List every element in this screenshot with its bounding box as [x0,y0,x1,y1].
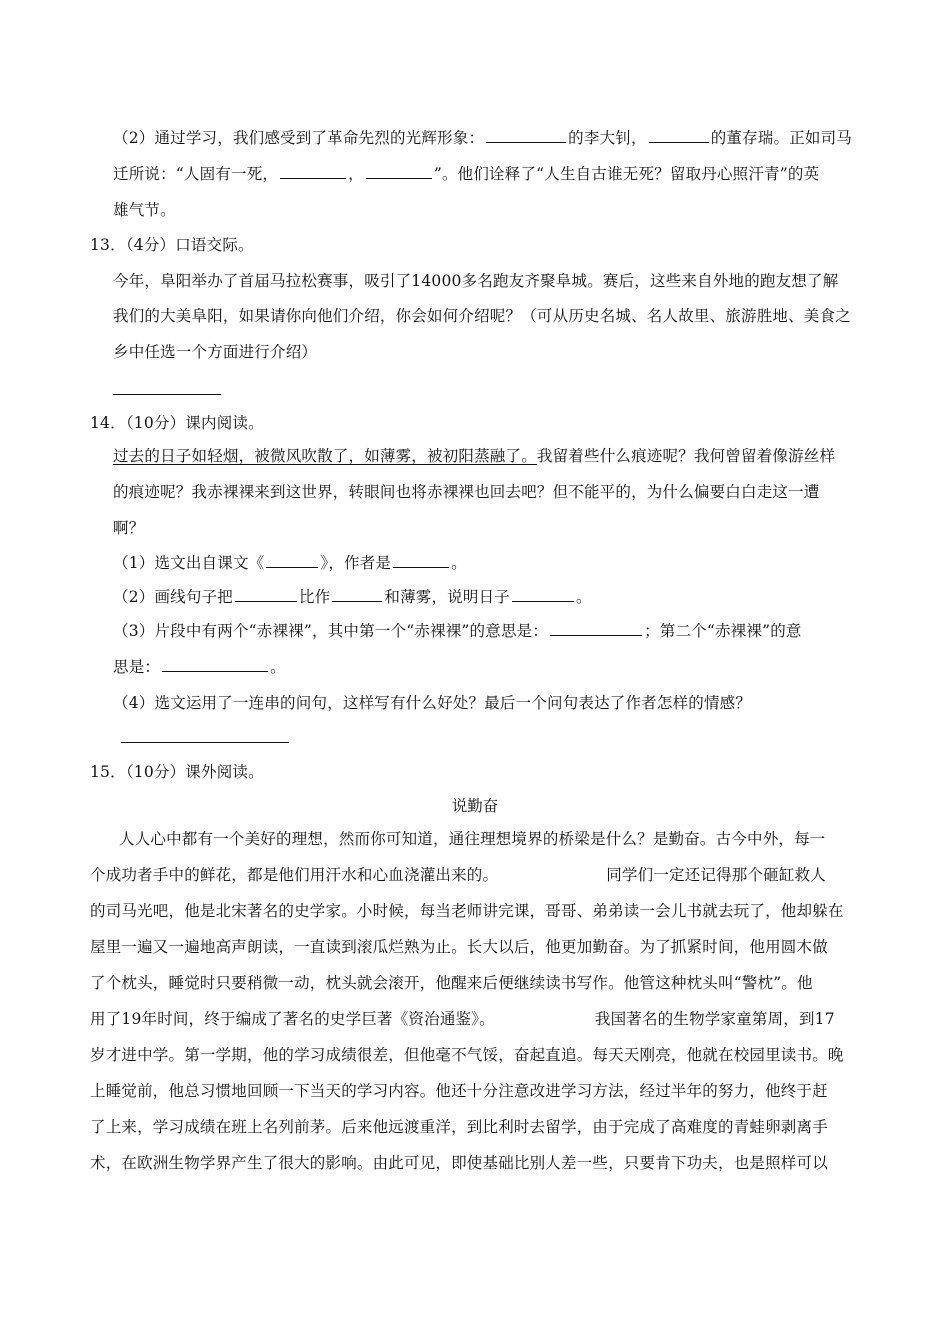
answer-blank[interactable] [235,587,297,602]
q14-text: ；第二个“赤裸裸”的意 [644,622,802,640]
article-line: 人人心中都有一个美好的理想，然而你可知道，通往理想境界的桥梁是什么？是勤奋。古今中外，每一 [119,830,826,848]
q12-2-text: ”。他们诠释了“人生自古谁无死？留取丹心照汗青”的英 [433,165,820,183]
article-line: 的司马光吧，他是北宋著名的史学家。小时候，每当老师讲完课，哥哥、弟弟读一会儿书就去玩了，他却躲在 [90,902,844,920]
answer-blank[interactable] [366,164,432,179]
answer-blank[interactable] [649,128,709,143]
q13-header: 13．（4分）口语交际。 [90,236,254,254]
answer-blank[interactable] [393,553,449,568]
q14-sub3-line2 [113,657,286,677]
underlined-sentence: 过去的日子如轻烟，被微风吹散了，如薄雾，被初阳蒸融了。 [113,447,537,465]
q12-2-text: 迁所说：“人固有一死， [113,165,279,183]
q12-2-line1 [113,128,852,148]
q12-2-text: 的李大钊， [568,129,647,147]
answer-blank[interactable] [486,128,566,143]
q14-text: 》，作者是 [320,554,392,572]
article-text: 个成功者手中的鲜花，都是他们用汗水和心血浇灌出来的。 [90,866,499,884]
q12-2-text: 的董存瑞。正如司马 [710,129,852,147]
q14-line1 [113,446,835,466]
article-line: 了个枕头，睡觉时只要稍微一动，枕头就会滚开，他醒来后便继续读书写作。他管这种枕头叫“警枕”。他 [90,974,813,992]
q14-line3: 啊？ [113,519,145,537]
q14-text: 思是： [113,658,161,676]
q13-line3: 乡中任选一个方面进行介绍） [113,343,318,361]
answer-blank[interactable] [162,657,268,672]
answer-blank[interactable] [332,587,382,602]
q14-text: 和薄雾，说明日子 [384,588,510,606]
q14-answer-line[interactable] [121,742,289,743]
article-line: 了上来，学习成绩在班上名列前茅。后来他远渡重洋，到比利时去留学，由于完成了高难度的青蛙卵剥离手 [90,1118,828,1136]
q13-line1: 今年，阜阳举办了首届马拉松赛事，吸引了14000多名跑友齐聚阜城。赛后，这些来自外地的跑友想了解 [113,272,839,290]
q12-2-line3: 雄气节。 [113,201,176,219]
q12-2-text: （2）通过学习，我们感受到了革命先烈的光辉形象： [113,129,485,147]
q14-text: （3）片段中有两个“赤裸裸”，其中第一个“赤裸裸”的意思是： [113,622,549,640]
answer-blank[interactable] [280,164,346,179]
article-text: 我国著名的生物学家童第周，到17 [594,1010,835,1028]
q13-answer-line[interactable] [113,394,221,395]
answer-blank[interactable] [550,621,642,636]
article-text: 用了19年时间，终于编成了著名的史学巨著《资治通鉴》。 [90,1010,495,1028]
q14-header: 14．（10分）课内阅读。 [90,414,264,432]
article-line [90,865,826,885]
q12-2-line2 [113,164,819,184]
q14-sub1 [113,553,467,573]
q13-line2: 我们的大美阜阳，如果请你向他们介绍，你会如何介绍呢？（可从历史名城、名人故里、旅游胜地、美食之 [113,307,851,325]
q15-header: 15．（10分）课外阅读。 [90,763,264,781]
answer-blank[interactable] [512,587,574,602]
answer-blank[interactable] [266,553,318,568]
q14-text: 。 [451,554,467,572]
q14-text: 我留着些什么痕迹呢？我何曾留着像游丝样 [536,447,836,465]
q14-text: 。 [575,588,592,606]
article-line: 屋里一遍又一遍地高声朗读，一直读到滚瓜烂熟为止。长大以后，他更加勤奋。为了抓紧时间，他用圆木做 [90,938,828,956]
article-title: 说勤奋 [451,797,499,815]
article-line: 术，在欧洲生物学界产生了很大的影响。由此可见，即使基础比别人差一些，只要肯下功夫，也是照样可以 [90,1154,828,1172]
q14-text: 。 [270,658,286,676]
q14-sub3 [113,621,802,641]
q14-sub2 [113,587,592,607]
article-text: 同学们一定还记得那个砸缸救人 [606,866,827,884]
q14-sub4: （4）选文运用了一连串的问句，这样写有什么好处？最后一个问句表达了作者怎样的情感？ [113,694,752,712]
article-line: 岁才进中学。第一学期，他的学习成绩很差，但他毫不气馁，奋起直追。每天天刚亮，他就在校园里读书。晚 [90,1046,844,1064]
q14-line2: 的痕迹呢？我赤裸裸来到这世界，转眼间也将赤裸裸也回去吧？但不能平的，为什么偏要白白走这一遭 [113,483,820,501]
article-line: 上睡觉前，他总习惯地回顾一下当天的学习内容。他还十分注意改进学习方法，经过半年的努力，他终于赶 [90,1082,828,1100]
q12-2-text: ， [348,165,364,183]
q14-text: 比作 [298,588,331,606]
q14-text: （1）选文出自课文《 [113,554,265,572]
q14-text: （2）画线句子把 [113,588,233,606]
article-line [90,1009,835,1029]
